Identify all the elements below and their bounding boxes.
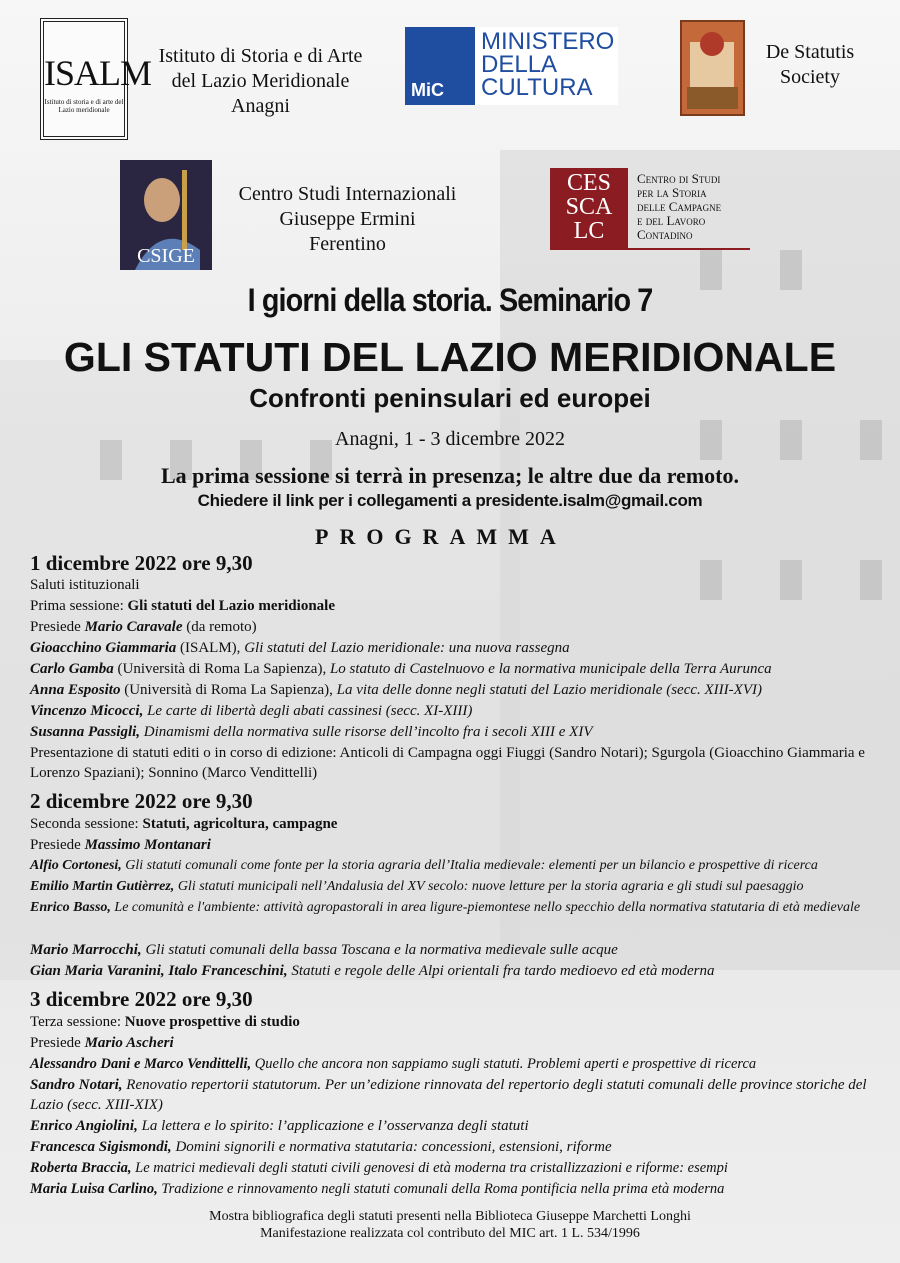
subtitle: Confronti peninsulari ed europei	[249, 383, 651, 413]
programma-heading: PROGRAMMA	[315, 524, 567, 549]
talk: Alessandro Dani e Marco Vendittelli, Quello che ancora non sappiamo sugli statuti. Problemi aperti e prospettive di ricerca	[30, 1056, 757, 1072]
talk: Enrico Basso, Le comunità e l'ambiente: attività agropastorali in area ligure-piemontese nello specchio della normativa statutaria di età medievale	[30, 900, 861, 915]
de-statutis-name: De Statutis Society	[765, 41, 855, 88]
talk: Vincenzo Micocci, Le carte di libertà degli abati cassinesi (secc. XI-XIII)	[30, 703, 473, 719]
talk: Sandro Notari, Renovatio repertorii statutorum. Per un’edizione rinnovata del repertorio degli statuti comunali delle province storiche del Lazio (secc. XIII-XIX)	[30, 1077, 867, 1113]
csige-name: Centro Studi Internazionali Giuseppe Ermini Ferentino	[238, 183, 457, 255]
isalm-logo: ISALM Istituto di storia e di arte del Lazio meridionale	[40, 18, 128, 140]
de-statutis-logo	[680, 20, 745, 116]
talk: Roberta Braccia, Le matrici medievali degli statuti civili genovesi di età moderna tra cristallizzazioni e riforme: esempi	[30, 1160, 728, 1176]
seminar-heading: I giorni della storia. Seminario 7	[247, 282, 653, 318]
day2-chair: Presiede Massimo Montanari	[30, 837, 211, 853]
talk: Gian Maria Varanini, Italo Franceschini, Statuti e regole delle Alpi orientali fra tardo medioevo ed età moderna	[30, 963, 715, 979]
session-mode-note: La prima sessione si terrà in presenza; le altre due da remoto.	[160, 463, 740, 488]
day3-date: 3 dicembre 2022 ore 9,30	[30, 987, 253, 1011]
day1-date: 1 dicembre 2022 ore 9,30	[30, 551, 253, 575]
footer-line-1: Mostra bibliografica degli statuti presenti nella Biblioteca Giuseppe Marchetti Longhi	[209, 1209, 691, 1224]
talk: Gioacchino Giammaria (ISALM), Gli statuti del Lazio meridionale: una nuova rassegna	[30, 640, 570, 656]
talk: Alfio Cortonesi, Gli statuti comunali come fonte per la storia agraria dell’Italia medievale: elementi per un bilancio e prospettive di ricerca	[30, 858, 818, 873]
cescalc-underline	[550, 248, 750, 250]
isalm-name: Istituto di Storia e di Arte del Lazio Meridionale Anagni	[158, 45, 363, 117]
day3-chair: Presiede Mario Ascheri	[30, 1035, 174, 1051]
day1-chair: Presiede Mario Caravale (da remoto)	[30, 619, 257, 635]
day1-session: Prima sessione: Gli statuti del Lazio meridionale	[30, 598, 335, 614]
cescalc-name: Centro di Studi per la Storia delle Campagne e del Lavoro Contadino	[637, 171, 722, 242]
ministero-cultura-logo: MiC MINISTERO DELLA CULTURA	[405, 27, 618, 105]
talk: Mario Marrocchi, Gli statuti comunali della bassa Toscana e la normativa medievale sulle acque	[30, 942, 618, 958]
mic-mark: MiC	[405, 27, 475, 105]
talk: Maria Luisa Carlino, Tradizione e rinnovamento negli statuti comunali della Roma pontificia nella prima età moderna	[30, 1181, 725, 1197]
day2-session: Seconda sessione: Statuti, agricoltura, campagne	[30, 816, 338, 832]
talk: Carlo Gamba (Università di Roma La Sapienza), Lo statuto di Castelnuovo e la normativa municipale della Terra Aurunca	[30, 661, 772, 677]
talk: Francesca Sigismondi, Domini signorili e normativa statutaria: concessioni, estensioni, riforme	[30, 1139, 612, 1155]
place-date: Anagni, 1 - 3 dicembre 2022	[335, 428, 565, 450]
contact-note: Chiedere il link per i collegamenti a presidente.isalm@gmail.com	[197, 491, 703, 510]
footer-line-2: Manifestazione realizzata col contributo del MIC art. 1 L. 534/1996	[260, 1226, 640, 1241]
day1-presentazione: Presentazione di statuti editi o in corso di edizione: Anticoli di Campagna oggi Fiuggi (Sandro Notari); Sgurgola (Gioacchino Giammaria e Lorenzo Spaziani); Sonnino (Marco Vendittelli)	[30, 745, 865, 781]
talk: Anna Esposito (Università di Roma La Sapienza), La vita delle donne negli statuti del Lazio meridionale (secc. XIII-XVI)	[30, 682, 762, 698]
talk: Emilio Martin Gutièrrez, Gli statuti municipali nell’Andalusia del XV secolo: nuove letture per la storia agraria e gli studi sul paesaggio	[30, 879, 804, 894]
talk: Enrico Angiolini, La lettera e lo spirito: l’applicazione e l’osservanza degli statuti	[30, 1118, 529, 1134]
day1-saluti: Saluti istituzionali	[30, 577, 140, 593]
csige-logo: CSIGE	[120, 160, 212, 270]
day2-date: 2 dicembre 2022 ore 9,30	[30, 789, 253, 813]
day3-session: Terza sessione: Nuove prospettive di studio	[30, 1014, 300, 1030]
cescalc-logo: CES SCA LC	[550, 168, 628, 248]
page-title: GLI STATUTI DEL LAZIO MERIDIONALE	[63, 334, 837, 380]
talk: Susanna Passigli, Dinamismi della normativa sulle risorse dell’incolto fra i secoli XIII e XIV	[30, 724, 593, 740]
